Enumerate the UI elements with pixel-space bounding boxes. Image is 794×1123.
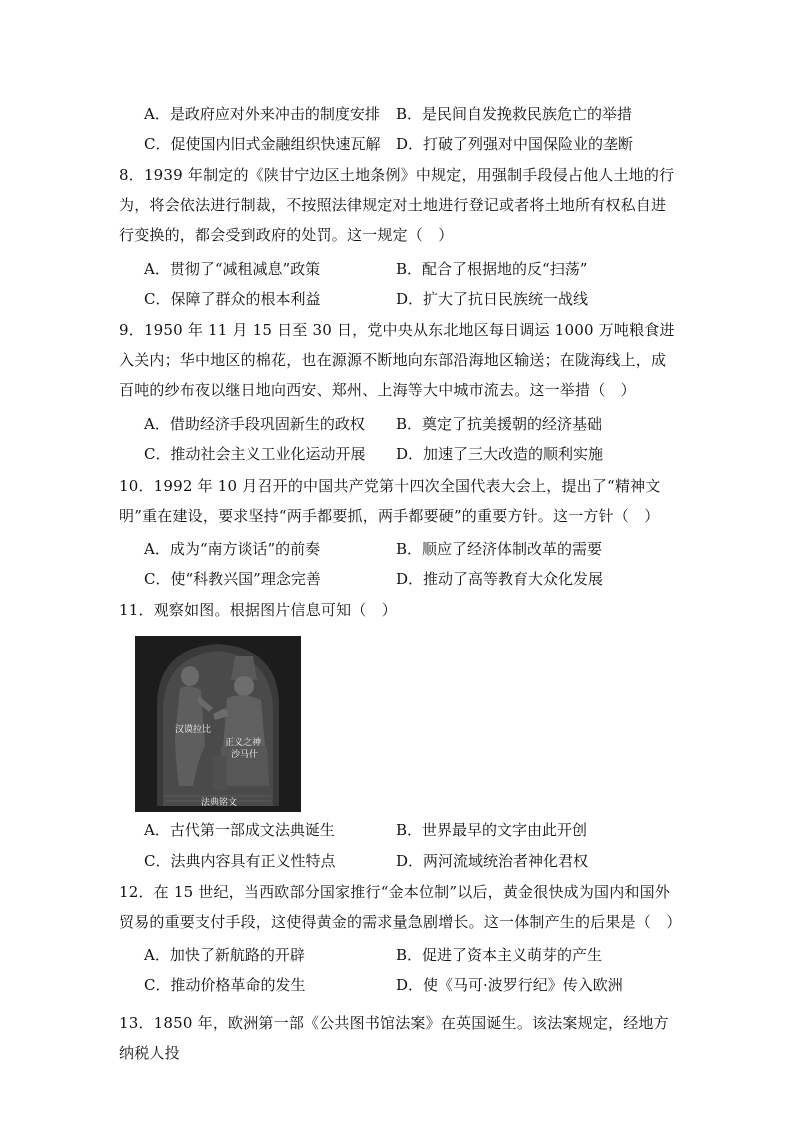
q7-option-d: D．打破了列强对中国保险业的垄断 xyxy=(396,135,634,153)
q8-stem: 8．1939 年制定的《陕甘宁边区土地条例》中规定，用强制手段侵占他人土地的行为，将会依法进行制裁，不按照法律规定对土地进行登记或者将土地所有权私自进行变换的，都会受到政府的处罚。这一规定（ ） xyxy=(119,166,675,244)
q12-option-b: B．促进了资本主义萌芽的产生 xyxy=(396,946,603,964)
hammurabi-stele-image xyxy=(135,636,301,812)
label-shamash: 沙马什 xyxy=(231,750,259,760)
q9-option-d: D．加速了三大改造的顺利实施 xyxy=(396,445,604,463)
q7-option-c: C．促使国内旧式金融组织快速瓦解 xyxy=(144,135,381,153)
q12-option-d: D．使《马可·波罗行纪》传入欧洲 xyxy=(396,976,623,994)
q12-stem: 12．在 15 世纪，当西欧部分国家推行“金本位制”以后，黄金很快成为国内和国外贸易的重要支付手段，这使得黄金的需求量急剧增长。这一体制产生的后果是（ ） xyxy=(119,883,682,931)
q13-stem: 13．1850 年，欧洲第一部《公共图书馆法案》在英国诞生。该法案规定，经地方纳税人投 xyxy=(119,1014,669,1062)
q8-option-a: A．贯彻了“减租减息”政策 xyxy=(144,260,321,278)
q10-option-c: C．使“科教兴国”理念完善 xyxy=(144,570,321,588)
q11-option-a: A．古代第一部成文法典诞生 xyxy=(144,821,335,839)
q8-option-b: B．配合了根据地的反“扫荡” xyxy=(396,260,588,278)
q7-option-a: A．是政府应对外来冲击的制度安排 xyxy=(144,105,380,123)
q10-option-d: D．推动了高等教育大众化发展 xyxy=(396,570,604,588)
label-god-of-justice: 正义之神 xyxy=(225,738,262,748)
q9-option-b: B．奠定了抗美援朝的经济基础 xyxy=(396,415,603,433)
q10-option-a: A．成为“南方谈话”的前奏 xyxy=(144,540,321,558)
q9-option-c: C．推动社会主义工业化运动开展 xyxy=(144,445,366,463)
label-code-inscription: 法典铭文 xyxy=(201,798,238,808)
stele-relief-drawing xyxy=(135,636,301,812)
q11-option-d: D．两河流域统治者神化君权 xyxy=(396,852,589,870)
q10-stem: 10．1992 年 10 月召开的中国共产党第十四次全国代表大会上，提出了“精神文明”重在建设，要求坚持“两手都要抓，两手都要硬”的重要方针。这一方针（ ） xyxy=(119,477,661,525)
q12-option-a: A．加快了新航路的开辟 xyxy=(144,946,305,964)
q11-option-c: C．法典内容具有正义性特点 xyxy=(144,852,336,870)
q9-option-a: A．借助经济手段巩固新生的政权 xyxy=(144,415,365,433)
q7-option-b: B．是民间自发挽救民族危亡的举措 xyxy=(396,105,633,123)
q9-stem: 9．1950 年 11 月 15 日至 30 日，党中央从东北地区每日调运 1000 万吨粮食进入关内；华中地区的棉花，也在源源不断地向东部沿海地区输送；在陇海线上，成百吨的纱布夜以继日地向西安、郑州、上海等大中城市流去。这一举措（ ） xyxy=(119,321,675,399)
q8-option-c: C．保障了群众的根本利益 xyxy=(144,290,321,308)
q11-option-b: B．世界最早的文字由此开创 xyxy=(396,821,588,839)
q10-option-b: B．顺应了经济体制改革的需要 xyxy=(396,540,603,558)
q8-option-d: D．扩大了抗日民族统一战线 xyxy=(396,290,589,308)
q12-option-c: C．推动价格革命的发生 xyxy=(144,976,306,994)
q11-stem: 11．观察如图。根据图片信息可知（ ） xyxy=(119,601,397,619)
label-hammurabi: 汉谟拉比 xyxy=(175,725,212,735)
